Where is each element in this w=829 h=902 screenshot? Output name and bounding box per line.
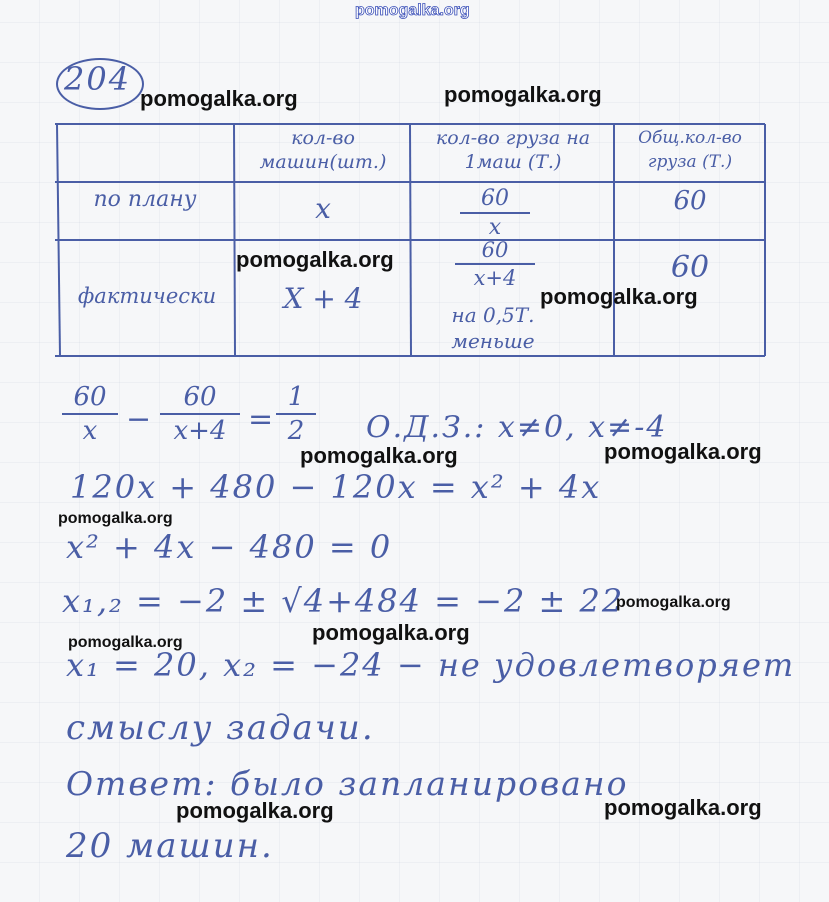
problem-number: 204 bbox=[64, 60, 132, 98]
watermark: pomogalka.org bbox=[58, 510, 173, 527]
header-watermark: pomogalka.org bbox=[355, 2, 470, 19]
solution-line-5: x₁ = 20, x₂ = −24 − не удовлетворяет bbox=[66, 646, 796, 684]
eq1-minus: − bbox=[126, 402, 154, 437]
row-fact-total: 60 bbox=[670, 250, 710, 285]
watermark: pomogalka.org bbox=[312, 620, 470, 645]
odz: О.Д.З.: x≠0, x≠-4 bbox=[366, 410, 668, 445]
row-plan-label: по плану bbox=[93, 187, 197, 212]
eq1-frac-b: 60 x+4 bbox=[160, 382, 240, 446]
row-fact-label: фактически bbox=[77, 284, 217, 308]
row-plan-cars: x bbox=[315, 192, 331, 225]
row-plan-total: 60 bbox=[673, 186, 707, 216]
row-fact-cars: X + 4 bbox=[283, 282, 363, 315]
row-plan-load: 60 x bbox=[460, 186, 530, 240]
watermark: pomogalka.org bbox=[604, 795, 762, 820]
header-load-per-car: кол-во груза на 1маш (Т.) bbox=[435, 127, 591, 173]
solution-line-4: x₁,₂ = −2 ± √4+484 = −2 ± 22 bbox=[62, 582, 625, 620]
watermark: pomogalka.org bbox=[604, 439, 762, 464]
watermark: pomogalka.org bbox=[616, 594, 731, 611]
eq1-equals: = bbox=[248, 402, 276, 437]
solution-line-2: 120x + 480 − 120x = x² + 4x bbox=[70, 468, 602, 506]
solution-line-8: 20 машин. bbox=[66, 826, 274, 866]
watermark: pomogalka.org bbox=[300, 443, 458, 468]
watermark: pomogalka.org bbox=[540, 284, 698, 309]
watermark: pomogalka.org bbox=[140, 86, 298, 111]
watermark: pomogalka.org bbox=[68, 634, 183, 651]
eq1-frac-a: 60 x bbox=[62, 382, 118, 446]
eq1-frac-c: 1 2 bbox=[276, 382, 316, 446]
header-cars: кол-во машин(шт.) bbox=[259, 127, 387, 173]
watermark: pomogalka.org bbox=[176, 798, 334, 823]
watermark: pomogalka.org bbox=[236, 247, 394, 272]
header-total-load: Общ.кол-во груза (Т.) bbox=[638, 128, 742, 172]
row-fact-load-note: на 0,5Т. меньше bbox=[451, 303, 535, 353]
row-fact-load: 60 x+4 bbox=[455, 238, 535, 290]
solution-line-3: x² + 4x − 480 = 0 bbox=[66, 528, 393, 566]
solution-line-6: смыслу задачи. bbox=[66, 708, 375, 748]
solution-line-7: Ответ: было запланировано bbox=[66, 764, 629, 803]
watermark: pomogalka.org bbox=[444, 82, 602, 107]
